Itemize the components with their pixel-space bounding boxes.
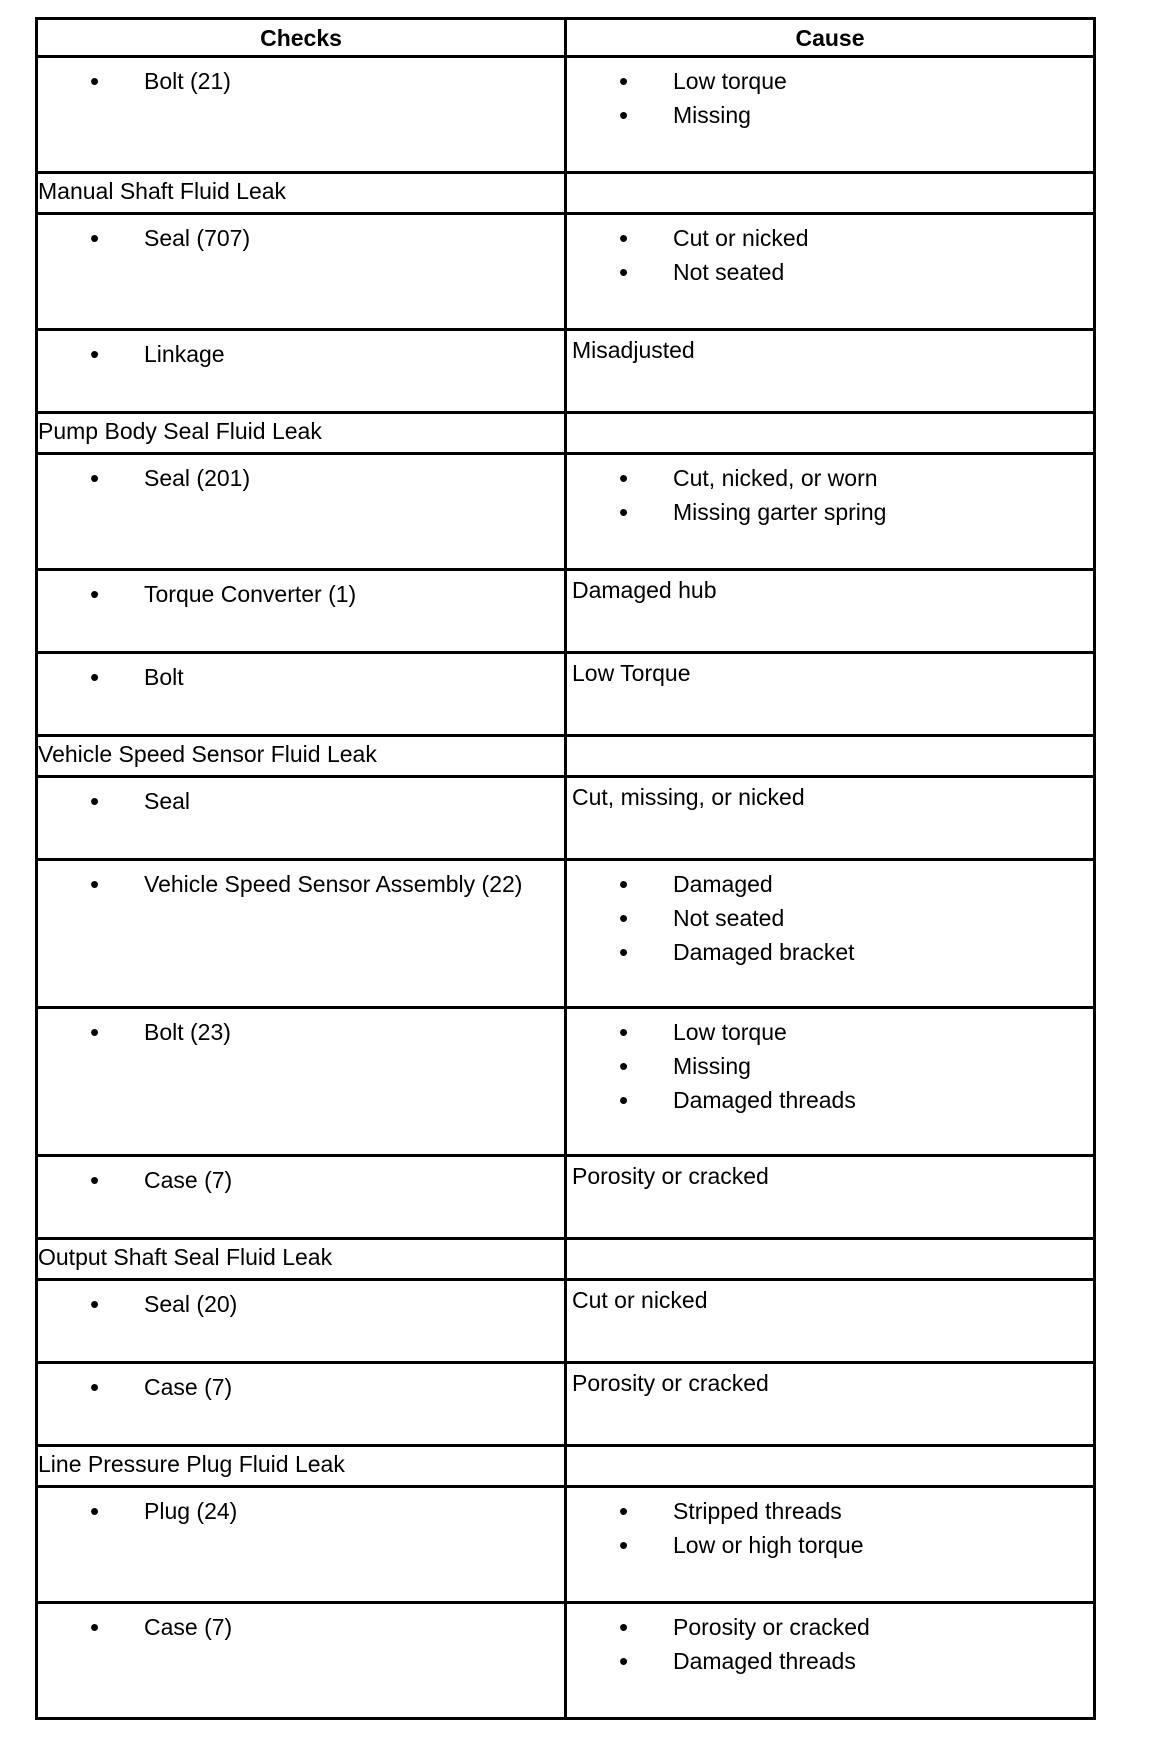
cause-cell [566,777,1095,860]
check-item: • Plug (24) [38,1494,564,1528]
check-item: • Seal (707) [38,221,564,255]
cause-item: • Missing [567,98,1093,132]
cause-cell [566,653,1095,736]
checks-list [38,1009,564,1049]
table-row [37,454,1095,570]
section-empty-cell [566,1239,1095,1280]
checks-cell [37,1156,566,1239]
cause-item: • Cut, nicked, or worn [567,461,1093,495]
cause-item: • Stripped threads [567,1494,1093,1528]
table-row [37,1280,1095,1363]
cause-item: • Not seated [567,901,1093,935]
checks-list [38,1157,564,1197]
cause-item: • Damaged threads [567,1644,1093,1678]
table-row [37,1487,1095,1603]
section-empty-cell [566,413,1095,454]
check-item: • Vehicle Speed Sensor Assembly (22) [38,867,564,901]
check-item: • Seal (201) [38,461,564,495]
cause-cell [566,1487,1095,1603]
checks-cell [37,1603,566,1719]
checks-list [38,331,564,371]
section-title: Manual Shaft Fluid Leak [37,173,566,214]
cause-item: • Damaged threads [567,1083,1093,1117]
check-item: • Torque Converter (1) [38,577,564,611]
checks-list [38,1488,564,1528]
check-item: • Case (7) [38,1610,564,1644]
checks-cell [37,330,566,413]
cause-item: • Missing garter spring [567,495,1093,529]
checks-list [38,58,564,98]
checks-list [38,1604,564,1644]
check-item: • Bolt (23) [38,1015,564,1049]
check-item: • Seal [38,784,564,818]
cause-cell [566,1008,1095,1156]
checks-cell [37,860,566,1008]
checks-header: Checks [37,19,566,57]
cause-item: • Porosity or cracked [567,1610,1093,1644]
table-row [37,1156,1095,1239]
checks-cell [37,653,566,736]
checks-cell [37,1363,566,1446]
cause-item: • Low torque [567,1015,1093,1049]
section-title: Pump Body Seal Fluid Leak [37,413,566,454]
cause-cell [566,570,1095,653]
header-row [37,19,1095,57]
section-row [37,1239,1095,1280]
cause-list [567,1604,1093,1678]
cause-item: • Not seated [567,255,1093,289]
checks-list [38,778,564,818]
section-title: Output Shaft Seal Fluid Leak [37,1239,566,1280]
checks-list [38,215,564,255]
cause-cell [566,454,1095,570]
checks-list [38,1364,564,1404]
cause-item: • Damaged bracket [567,935,1093,969]
cause-item: • Low or high torque [567,1528,1093,1562]
check-item: • Case (7) [38,1163,564,1197]
cause-text: Low Torque [572,660,691,686]
check-item: • Bolt (21) [38,64,564,98]
checks-list [38,654,564,694]
checks-list [38,861,564,901]
cause-item: • Damaged [567,867,1093,901]
check-item: • Bolt [38,660,564,694]
table-body [37,57,1095,1719]
check-item: • Linkage [38,337,564,371]
cause-text: Porosity or cracked [572,1163,769,1189]
section-empty-cell [566,736,1095,777]
table-row [37,214,1095,330]
checks-list [38,1281,564,1321]
checks-cell [37,1280,566,1363]
table-row [37,570,1095,653]
checks-cell [37,454,566,570]
cause-list [567,1488,1093,1562]
cause-text: Cut, missing, or nicked [572,784,805,810]
checks-cell [37,1008,566,1156]
cause-cell [566,57,1095,173]
check-item: • Seal (20) [38,1287,564,1321]
checks-cell [37,777,566,860]
cause-list [567,861,1093,969]
cause-cell [566,860,1095,1008]
cause-list [567,1009,1093,1117]
diagnosis-table [35,17,1096,1720]
section-title: Line Pressure Plug Fluid Leak [37,1446,566,1487]
section-row [37,413,1095,454]
cause-text: Cut or nicked [572,1287,708,1313]
section-empty-cell [566,173,1095,214]
cause-item: • Low torque [567,64,1093,98]
checks-cell [37,570,566,653]
table-row [37,57,1095,173]
table-row [37,1603,1095,1719]
table-row [37,653,1095,736]
table-row [37,1008,1095,1156]
table-row [37,1363,1095,1446]
cause-text: Porosity or cracked [572,1370,769,1396]
check-item: • Case (7) [38,1370,564,1404]
section-row [37,1446,1095,1487]
checks-list [38,571,564,611]
checks-cell [37,214,566,330]
cause-text: Misadjusted [572,337,695,363]
cause-cell [566,330,1095,413]
table-row [37,777,1095,860]
cause-item: • Missing [567,1049,1093,1083]
checks-cell [37,57,566,173]
cause-list [567,215,1093,289]
cause-cell [566,1603,1095,1719]
cause-cell [566,214,1095,330]
table-row [37,330,1095,413]
cause-cell [566,1363,1095,1446]
cause-cell [566,1156,1095,1239]
table-row [37,860,1095,1008]
section-empty-cell [566,1446,1095,1487]
cause-header: Cause [566,19,1095,57]
cause-list [567,455,1093,529]
cause-cell [566,1280,1095,1363]
checks-list [38,455,564,495]
cause-list [567,58,1093,132]
section-row [37,736,1095,777]
section-title: Vehicle Speed Sensor Fluid Leak [37,736,566,777]
section-row [37,173,1095,214]
cause-text: Damaged hub [572,577,717,603]
checks-cell [37,1487,566,1603]
cause-item: • Cut or nicked [567,221,1093,255]
